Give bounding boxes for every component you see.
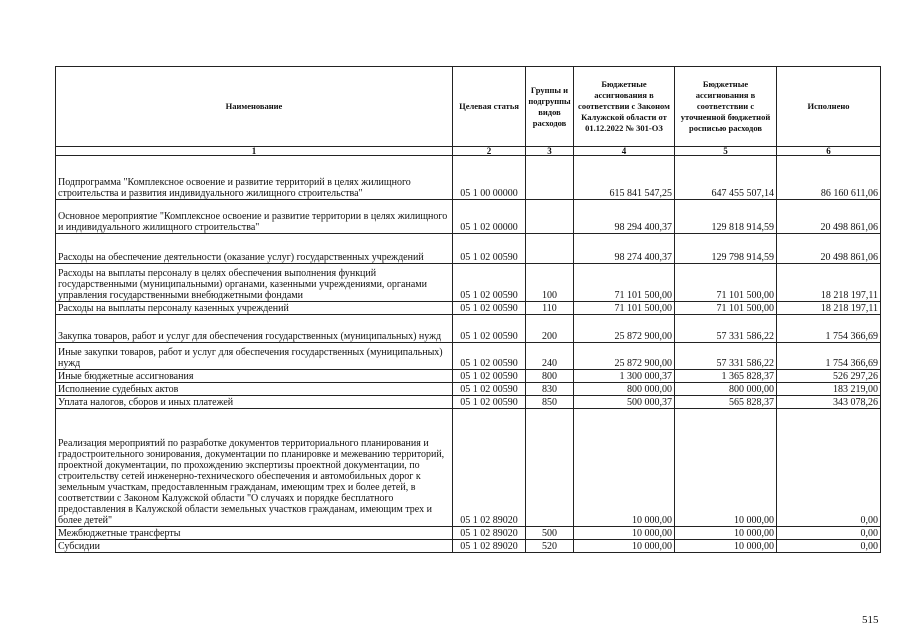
row-refined: 10 000,00 bbox=[675, 540, 777, 553]
table-row bbox=[56, 302, 881, 315]
row-law: 500 000,37 bbox=[574, 396, 675, 409]
column-number-row bbox=[56, 147, 881, 156]
row-refined: 129 818 914,59 bbox=[675, 200, 777, 234]
table-row bbox=[56, 264, 881, 302]
table-row bbox=[56, 234, 881, 264]
row-executed: 86 160 611,06 bbox=[777, 156, 881, 200]
row-law: 71 101 500,00 bbox=[574, 302, 675, 315]
row-target: 05 1 02 00590 bbox=[453, 396, 526, 409]
table-row bbox=[56, 527, 881, 540]
table-row bbox=[56, 370, 881, 383]
row-refined: 57 331 586,22 bbox=[675, 315, 777, 343]
col-header-target: Целевая статья bbox=[453, 67, 526, 147]
row-group: 830 bbox=[526, 383, 574, 396]
table-row bbox=[56, 200, 881, 234]
row-refined: 10 000,00 bbox=[675, 527, 777, 540]
row-law: 98 274 400,37 bbox=[574, 234, 675, 264]
row-group: 800 bbox=[526, 370, 574, 383]
table-row bbox=[56, 315, 881, 343]
row-law: 98 294 400,37 bbox=[574, 200, 675, 234]
row-name: Исполнение судебных актов bbox=[56, 383, 453, 396]
row-executed: 18 218 197,11 bbox=[777, 264, 881, 302]
col-number: 6 bbox=[777, 147, 881, 156]
col-header-name: Наименование bbox=[56, 67, 453, 147]
col-header-executed: Исполнено bbox=[777, 67, 881, 147]
row-name: Основное мероприятие "Комплексное освоение и развитие территории в целях жилищного и индивидуального жилищного строительства" bbox=[56, 200, 453, 234]
row-name: Иные бюджетные ассигнования bbox=[56, 370, 453, 383]
row-name: Подпрограмма "Комплексное освоение и развитие территорий в целях жилищного строительства и развития индивидуального жилищного строительства" bbox=[56, 156, 453, 200]
table-row bbox=[56, 156, 881, 200]
row-refined: 10 000,00 bbox=[675, 409, 777, 527]
row-refined: 129 798 914,59 bbox=[675, 234, 777, 264]
row-group bbox=[526, 234, 574, 264]
row-executed: 1 754 366,69 bbox=[777, 315, 881, 343]
table-row bbox=[56, 540, 881, 553]
row-law: 10 000,00 bbox=[574, 540, 675, 553]
row-executed: 0,00 bbox=[777, 527, 881, 540]
row-target: 05 1 02 00590 bbox=[453, 234, 526, 264]
row-group bbox=[526, 156, 574, 200]
row-executed: 0,00 bbox=[777, 540, 881, 553]
row-refined: 71 101 500,00 bbox=[675, 302, 777, 315]
row-refined: 1 365 828,37 bbox=[675, 370, 777, 383]
row-law: 10 000,00 bbox=[574, 527, 675, 540]
row-law: 25 872 900,00 bbox=[574, 315, 675, 343]
row-group: 500 bbox=[526, 527, 574, 540]
page-number: 515 bbox=[862, 614, 879, 626]
row-law: 25 872 900,00 bbox=[574, 343, 675, 370]
row-group: 200 bbox=[526, 315, 574, 343]
col-number: 2 bbox=[453, 147, 526, 156]
row-executed: 343 078,26 bbox=[777, 396, 881, 409]
row-name: Расходы на выплаты персоналу в целях обеспечения выполнения функций государственными (муниципальными) органами, казенными учреждениями, органами управления государственными внебюджетными фондами bbox=[56, 264, 453, 302]
col-header-groups: Группы и подгруппы видов расходов bbox=[526, 67, 574, 147]
row-name: Реализация мероприятий по разработке документов территориального планирования и градостроительного зонирования, документации по планировке и межеванию территорий, проектной документации, по прохождению экспертизы проектной документации, по строительству сетей инженерно-технического обеспечения и автомобильных дорог к земельным участкам, предоставленным гражданам, имеющим трех и более детей, в соответствии с Законом Калужской области "О случаях и порядке бесплатного предоставления в Калужской области земельных участков гражданам, имеющим трех и более детей" bbox=[56, 409, 453, 527]
table-row bbox=[56, 409, 881, 527]
col-header-law: Бюджетные ассигнования в соответствии с Законом Калужской области от 01.12.2022 № 301-ОЗ bbox=[574, 67, 675, 147]
row-name: Иные закупки товаров, работ и услуг для обеспечения государственных (муниципальных) нужд bbox=[56, 343, 453, 370]
row-refined: 800 000,00 bbox=[675, 383, 777, 396]
row-name: Закупка товаров, работ и услуг для обеспечения государственных (муниципальных) нужд bbox=[56, 315, 453, 343]
row-target: 05 1 02 89020 bbox=[453, 409, 526, 527]
row-group: 100 bbox=[526, 264, 574, 302]
row-group: 850 bbox=[526, 396, 574, 409]
row-law: 800 000,00 bbox=[574, 383, 675, 396]
row-name: Расходы на обеспечение деятельности (оказание услуг) государственных учреждений bbox=[56, 234, 453, 264]
row-group: 520 bbox=[526, 540, 574, 553]
row-law: 71 101 500,00 bbox=[574, 264, 675, 302]
row-executed: 18 218 197,11 bbox=[777, 302, 881, 315]
row-executed: 0,00 bbox=[777, 409, 881, 527]
row-refined: 647 455 507,14 bbox=[675, 156, 777, 200]
row-name: Субсидии bbox=[56, 540, 453, 553]
row-refined: 565 828,37 bbox=[675, 396, 777, 409]
col-number: 4 bbox=[574, 147, 675, 156]
row-target: 05 1 02 00590 bbox=[453, 302, 526, 315]
col-number: 3 bbox=[526, 147, 574, 156]
row-target: 05 1 02 89020 bbox=[453, 527, 526, 540]
row-executed: 526 297,26 bbox=[777, 370, 881, 383]
table-row bbox=[56, 343, 881, 370]
row-target: 05 1 02 89020 bbox=[453, 540, 526, 553]
row-group: 240 bbox=[526, 343, 574, 370]
row-group bbox=[526, 409, 574, 527]
row-group: 110 bbox=[526, 302, 574, 315]
row-target: 05 1 02 00590 bbox=[453, 343, 526, 370]
row-target: 05 1 00 00000 bbox=[453, 156, 526, 200]
row-target: 05 1 02 00590 bbox=[453, 370, 526, 383]
row-law: 10 000,00 bbox=[574, 409, 675, 527]
table-row bbox=[56, 383, 881, 396]
col-number: 5 bbox=[675, 147, 777, 156]
row-law: 615 841 547,25 bbox=[574, 156, 675, 200]
row-name: Межбюджетные трансферты bbox=[56, 527, 453, 540]
row-executed: 20 498 861,06 bbox=[777, 200, 881, 234]
row-target: 05 1 02 00590 bbox=[453, 383, 526, 396]
col-header-refined: Бюджетные ассигнования в соответствии с уточненной бюджетной росписью расходов bbox=[675, 67, 777, 147]
table-row bbox=[56, 396, 881, 409]
row-executed: 1 754 366,69 bbox=[777, 343, 881, 370]
row-executed: 20 498 861,06 bbox=[777, 234, 881, 264]
row-target: 05 1 02 00590 bbox=[453, 315, 526, 343]
row-name: Уплата налогов, сборов и иных платежей bbox=[56, 396, 453, 409]
budget-table bbox=[55, 66, 881, 553]
row-group bbox=[526, 200, 574, 234]
row-target: 05 1 02 00000 bbox=[453, 200, 526, 234]
row-refined: 71 101 500,00 bbox=[675, 264, 777, 302]
row-target: 05 1 02 00590 bbox=[453, 264, 526, 302]
row-law: 1 300 000,37 bbox=[574, 370, 675, 383]
row-name: Расходы на выплаты персоналу казенных учреждений bbox=[56, 302, 453, 315]
col-number: 1 bbox=[56, 147, 453, 156]
row-refined: 57 331 586,22 bbox=[675, 343, 777, 370]
header-row bbox=[56, 67, 881, 147]
row-executed: 183 219,00 bbox=[777, 383, 881, 396]
